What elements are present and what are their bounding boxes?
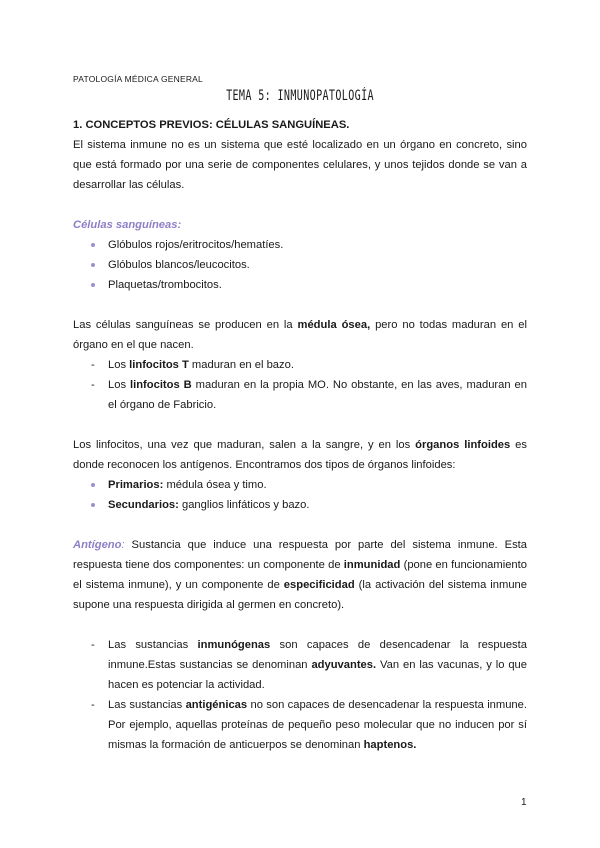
marrow-list [73, 355, 527, 415]
cells-label: Células sanguíneas: [73, 219, 182, 231]
list-item: Plaquetas/trombocitos. [91, 275, 527, 295]
lymphoid-list [73, 475, 527, 515]
list-item: Secundarios: ganglios linfáticos y bazo. [91, 495, 527, 515]
antigen-list [73, 635, 527, 755]
list-item: - Los linfocitos B maduran en la propia MO. No obstante, en las aves, maduran en el órgano de Fabricio. [91, 375, 527, 415]
list-item: Primarios: médula ósea y timo. [91, 475, 527, 495]
lymphoid-paragraph: Los linfocitos, una vez que maduran, salen a la sangre, y en los órganos linfoides es donde reconocen los antígenos. Encontramos dos tipos de órganos linfoides: [73, 439, 527, 471]
page-number: 1 [521, 797, 527, 808]
list-item: - Las sustancias antigénicas no son capaces de desencadenar la respuesta inmune. Por ejemplo, aquellas proteínas de pequeño peso molecular que no inducen por sí mismas la formación de anticuerpos se denominan haptenos. [91, 695, 527, 755]
list-item: - Las sustancias inmunógenas son capaces de desencadenar la respuesta inmune.Estas sustancias se denominan adyuvantes. Van en las vacunas, y lo que hacen es potenciar la actividad. [91, 635, 527, 695]
list-item: Glóbulos blancos/leucocitos. [91, 255, 527, 275]
course-header: PATOLOGÍA MÉDICA GENERAL [73, 74, 203, 84]
intro-paragraph: El sistema inmune no es un sistema que esté localizado en un órgano en concreto, sino que está formado por una serie de componentes celulares, y unos tejidos donde se van a desarrollar las células. [73, 139, 527, 191]
marrow-paragraph: Las células sanguíneas se producen en la médula ósea, pero no todas maduran en el órgano en el que nacen. [73, 319, 527, 351]
page-title: TEMA 5: INMUNOPATOLOGÍA [226, 88, 374, 104]
antigen-label: Antígeno [73, 539, 122, 551]
document-body [73, 115, 527, 755]
list-item: - Los linfocitos T maduran en el bazo. [91, 355, 527, 375]
antigen-paragraph: Antígeno: Sustancia que induce una respuesta por parte del sistema inmune. Esta respuesta tiene dos componentes: un componente de inmunidad (pone en funcionamiento el sistema inmune), y un componente de especificidad (la activación del sistema inmune supone una respuesta dirigida al germen en concreto). [73, 539, 528, 611]
cells-list [73, 235, 527, 295]
list-item: Glóbulos rojos/eritrocitos/hematíes. [91, 235, 527, 255]
section-heading: 1. CONCEPTOS PREVIOS: CÉLULAS SANGUÍNEAS. [73, 119, 350, 131]
